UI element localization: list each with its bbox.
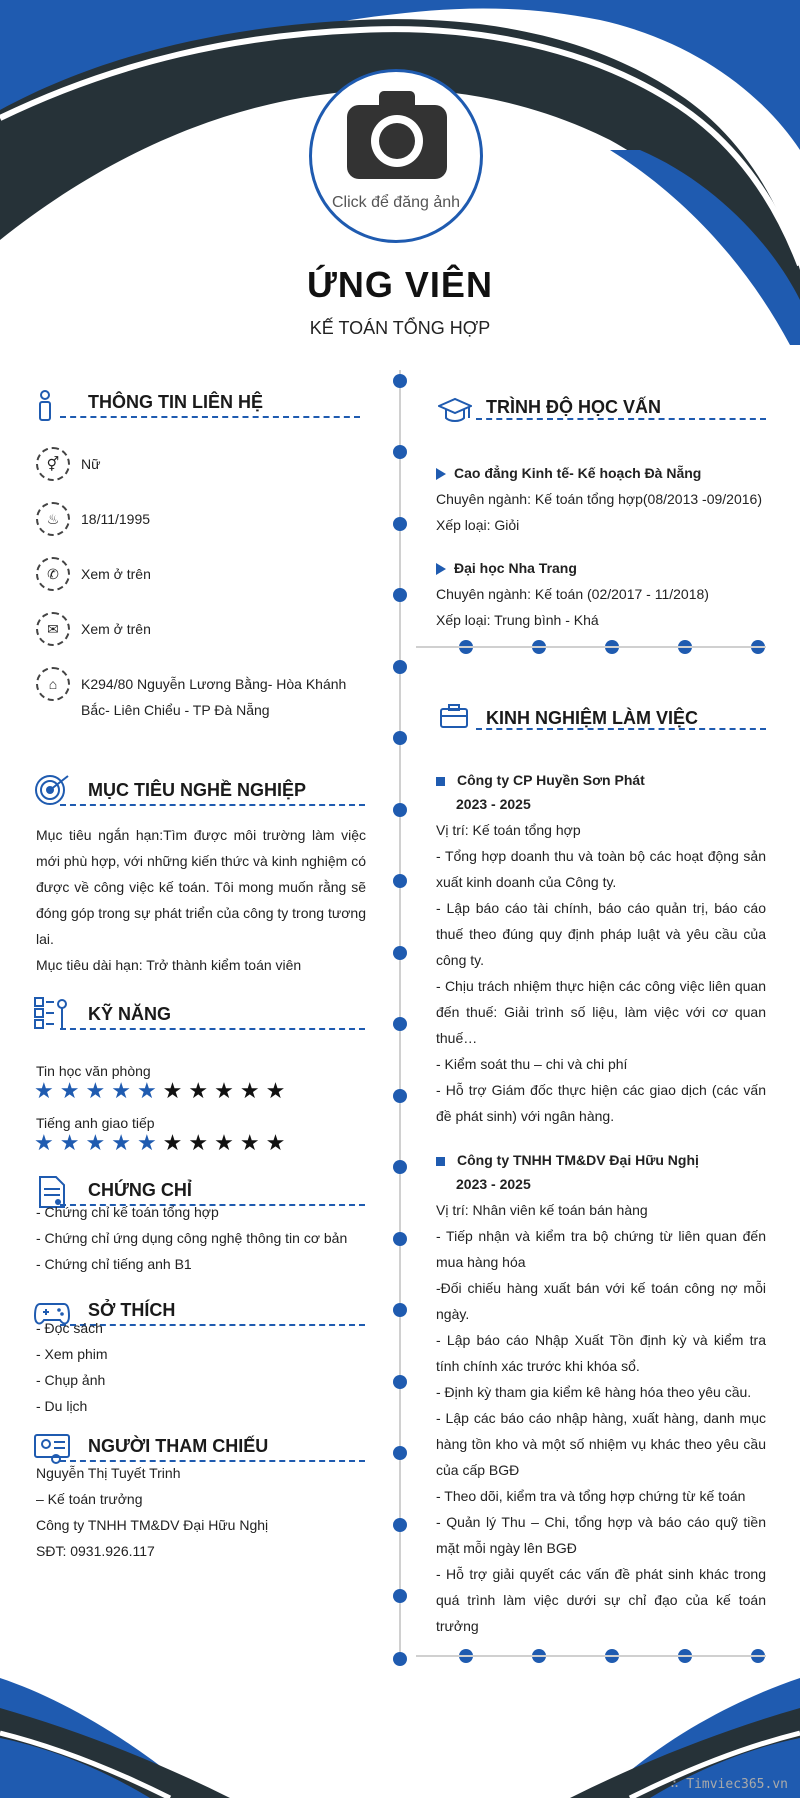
job-period: 2023 - 2025 bbox=[456, 796, 531, 812]
objective-short-term: Mục tiêu ngắn hạn:Tìm được môi trường làm việc mới phù hợp, với những kiến thức và kinh nghiệm có được về công việc kế toán. Tôi mong muốn rằng sẽ đóng góp trong sự phát triển của công ty trong tương lai. bbox=[36, 827, 366, 947]
star-icon: ★ bbox=[59, 1078, 86, 1103]
star-icon: ★ bbox=[59, 1130, 86, 1155]
skills-heading: KỸ NĂNG bbox=[88, 1004, 172, 1024]
certificate-item: - Chứng chỉ kế toán tổng hợp bbox=[36, 1204, 219, 1220]
timeline-dot bbox=[393, 445, 407, 459]
timeline-dot bbox=[393, 1652, 407, 1666]
timeline-dot bbox=[393, 1589, 407, 1603]
timeline-dot bbox=[393, 1017, 407, 1031]
email-icon: ✉ bbox=[36, 612, 70, 646]
timeline-dot bbox=[393, 588, 407, 602]
job-duty: - Lập các báo cáo nhập hàng, xuất hàng, danh mục hàng tồn kho và một số nhiệm vụ khác theo yêu cầu của cấp BGĐ bbox=[436, 1410, 766, 1478]
contact-email: Xem ở trên bbox=[81, 621, 151, 637]
job-duty: - Hỗ trợ giải quyết các vấn đề phát sinh khác trong quá trình làm việc dưới sự chỉ đạo của kế toán trưởng bbox=[436, 1566, 766, 1634]
reference-role: – Kế toán trưởng bbox=[36, 1491, 143, 1507]
section-divider bbox=[416, 646, 766, 648]
skill-label: Tin học văn phòng bbox=[36, 1063, 151, 1079]
contact-birthday: 18/11/1995 bbox=[81, 511, 151, 527]
timeline-dot bbox=[393, 1160, 407, 1174]
job-duty: -Đối chiếu hàng xuất bán với kế toán công nợ mỗi ngày. bbox=[436, 1280, 766, 1322]
objective-long-term: Mục tiêu dài hạn: Trở thành kiểm toán viên bbox=[36, 957, 302, 973]
phone-icon: ✆ bbox=[36, 557, 70, 591]
bullet-icon bbox=[436, 468, 446, 480]
hobbies-heading-underline bbox=[60, 1324, 365, 1326]
timeline-dot bbox=[393, 1303, 407, 1317]
job-duty: - Lập báo cáo tài chính, báo cáo quản trị, báo cáo thuế theo đúng quy định pháp luật và yêu cầu của công ty. bbox=[436, 900, 766, 968]
experience-heading: KINH NGHIỆM LÀM VIỆC bbox=[486, 708, 699, 728]
timeline-dot bbox=[393, 374, 407, 388]
experience-heading-underline bbox=[476, 728, 766, 730]
timeline-dot bbox=[393, 1446, 407, 1460]
education-school: Đại học Nha Trang bbox=[436, 560, 577, 576]
contact-heading: THÔNG TIN LIÊN HỆ bbox=[88, 392, 263, 412]
job-title: KẾ TOÁN TỔNG HỢP bbox=[309, 318, 491, 338]
section-divider bbox=[416, 1655, 766, 1657]
job-duty: - Tổng hợp doanh thu và toàn bộ các hoạt động sản xuất kinh doanh của Công ty. bbox=[436, 848, 766, 890]
job-duty: - Hỗ trợ Giám đốc thực hiện các giao dịch (các vấn đề phát sinh) với ngân hàng. bbox=[436, 1082, 766, 1124]
star-icon: ★ bbox=[188, 1078, 215, 1103]
timeline-dot bbox=[393, 1089, 407, 1103]
camera-icon bbox=[345, 89, 449, 181]
job-duty: - Chịu trách nhiệm thực hiện các công việc liên quan đến thuế: Giải trình số liệu, làm việc với cơ quan thuế… bbox=[436, 978, 766, 1046]
skill-label: Tiếng anh giao tiếp bbox=[36, 1115, 155, 1131]
job-company: Công ty TNHH TM&DV Đại Hữu Nghị bbox=[436, 1152, 699, 1168]
home-icon: ⌂ bbox=[36, 667, 70, 701]
education-heading: TRÌNH ĐỘ HỌC VẤN bbox=[486, 397, 661, 417]
hobbies-heading: SỞ THÍCH bbox=[88, 1300, 176, 1320]
star-icon: ★ bbox=[136, 1078, 163, 1103]
bullet-icon bbox=[436, 777, 445, 786]
photo-upload-label: Click để đăng ảnh bbox=[331, 194, 461, 211]
reference-name: Nguyễn Thị Tuyết Trinh bbox=[36, 1465, 181, 1481]
info-icon bbox=[34, 390, 56, 422]
timeline-dot bbox=[393, 874, 407, 888]
timeline-dot bbox=[393, 660, 407, 674]
profile-photo-upload[interactable] bbox=[309, 69, 483, 243]
contact-address-line1: K294/80 Nguyễn Lương Bằng- Hòa Khánh bbox=[81, 676, 347, 692]
timeline-dot bbox=[393, 1232, 407, 1246]
star-icon: ★ bbox=[34, 1078, 60, 1103]
certificate-item: - Chứng chỉ tiếng anh B1 bbox=[36, 1256, 192, 1272]
job-period: 2023 - 2025 bbox=[456, 1176, 531, 1192]
job-position: Vị trí: Kế toán tổng hợp bbox=[436, 822, 581, 838]
hobby-item: - Chụp ảnh bbox=[36, 1372, 106, 1388]
timeline-dot bbox=[393, 731, 407, 745]
hobby-item: - Đọc sách bbox=[36, 1320, 103, 1336]
contact-gender: Nữ bbox=[81, 456, 101, 472]
star-icon: ★ bbox=[85, 1130, 112, 1155]
timeline-dot bbox=[393, 803, 407, 817]
star-icon: ★ bbox=[162, 1078, 189, 1103]
education-grade: Xếp loại: Trung bình - Khá bbox=[436, 612, 599, 628]
skill-rating-stars bbox=[34, 1078, 291, 1104]
education-major: Chuyên ngành: Kế toán tổng hợp(08/2013 -09/2016) bbox=[436, 491, 762, 507]
hobby-item: - Xem phim bbox=[36, 1346, 108, 1362]
skills-heading-underline bbox=[60, 1028, 365, 1030]
job-duty: - Tiếp nhận và kiểm tra bộ chứng từ liên quan đến mua hàng hóa bbox=[436, 1228, 766, 1270]
candidate-name: ỨNG VIÊN bbox=[307, 264, 493, 305]
education-grade: Xếp loại: Giỏi bbox=[436, 517, 520, 533]
timeline-dot bbox=[393, 1375, 407, 1389]
job-duty: - Lập báo cáo Nhập Xuất Tồn định kỳ và kiểm tra tính chính xác trước khi khóa sổ. bbox=[436, 1332, 766, 1374]
job-duty: - Theo dõi, kiểm tra và tổng hợp chứng từ kế toán bbox=[436, 1488, 746, 1504]
star-icon: ★ bbox=[265, 1130, 292, 1155]
timeline-dot bbox=[393, 517, 407, 531]
star-icon: ★ bbox=[162, 1130, 189, 1155]
job-position: Vị trí: Nhân viên kế toán bán hàng bbox=[436, 1202, 648, 1218]
objective-heading: MỤC TIÊU NGHỀ NGHIỆP bbox=[88, 780, 307, 800]
skill-rating-stars bbox=[34, 1130, 291, 1156]
job-duty: - Định kỳ tham gia kiểm kê hàng hóa theo yêu cầu. bbox=[436, 1384, 752, 1400]
birthday-cake-icon: ♨ bbox=[36, 502, 70, 536]
timeline-dot bbox=[393, 1518, 407, 1532]
education-school: Cao đẳng Kinh tế- Kế hoạch Đà Nẵng bbox=[436, 465, 701, 481]
reference-heading-underline bbox=[60, 1460, 365, 1462]
graduation-cap-icon bbox=[438, 396, 472, 426]
star-icon: ★ bbox=[239, 1078, 266, 1103]
objective-heading-underline bbox=[60, 804, 365, 806]
reference-phone: SĐT: 0931.926.117 bbox=[36, 1543, 155, 1559]
star-icon: ★ bbox=[85, 1078, 112, 1103]
job-duty: - Kiểm soát thu – chi và chi phí bbox=[436, 1056, 628, 1072]
job-company: Công ty CP Huyền Sơn Phát bbox=[436, 772, 645, 788]
timeline-dot bbox=[393, 946, 407, 960]
watermark: ∴ Timviec365.vn bbox=[670, 1777, 788, 1792]
job-duty: - Quản lý Thu – Chi, tổng hợp và báo cáo quỹ tiền mặt mỗi ngày lên BGĐ bbox=[436, 1514, 766, 1556]
timeline-line bbox=[399, 370, 401, 1660]
contact-phone: Xem ở trên bbox=[81, 566, 151, 582]
star-icon: ★ bbox=[136, 1130, 163, 1155]
target-icon bbox=[34, 774, 70, 806]
skills-icon bbox=[34, 996, 68, 1030]
hobby-item: - Du lịch bbox=[36, 1398, 88, 1414]
bullet-icon bbox=[436, 563, 446, 575]
star-icon: ★ bbox=[265, 1078, 292, 1103]
contact-address-line2: Bắc- Liên Chiểu - TP Đà Nẵng bbox=[81, 702, 270, 718]
star-icon: ★ bbox=[188, 1130, 215, 1155]
star-icon: ★ bbox=[239, 1130, 266, 1155]
education-major: Chuyên ngành: Kế toán (02/2017 - 11/2018) bbox=[436, 586, 709, 602]
gender-icon: ⚥ bbox=[36, 447, 70, 481]
briefcase-icon bbox=[440, 704, 468, 728]
star-icon: ★ bbox=[111, 1078, 137, 1103]
certificates-heading: CHỨNG CHỈ bbox=[88, 1180, 192, 1200]
star-icon: ★ bbox=[34, 1130, 60, 1155]
contact-heading-underline bbox=[60, 416, 360, 418]
reference-heading: NGƯỜI THAM CHIẾU bbox=[88, 1436, 269, 1456]
certificate-item: - Chứng chỉ ứng dụng công nghệ thông tin cơ bản bbox=[36, 1230, 348, 1246]
reference-company: Công ty TNHH TM&DV Đại Hữu Nghị bbox=[36, 1517, 269, 1533]
education-heading-underline bbox=[476, 418, 766, 420]
bullet-icon bbox=[436, 1157, 445, 1166]
star-icon: ★ bbox=[111, 1130, 137, 1155]
star-icon: ★ bbox=[214, 1130, 240, 1155]
star-icon: ★ bbox=[214, 1078, 240, 1103]
